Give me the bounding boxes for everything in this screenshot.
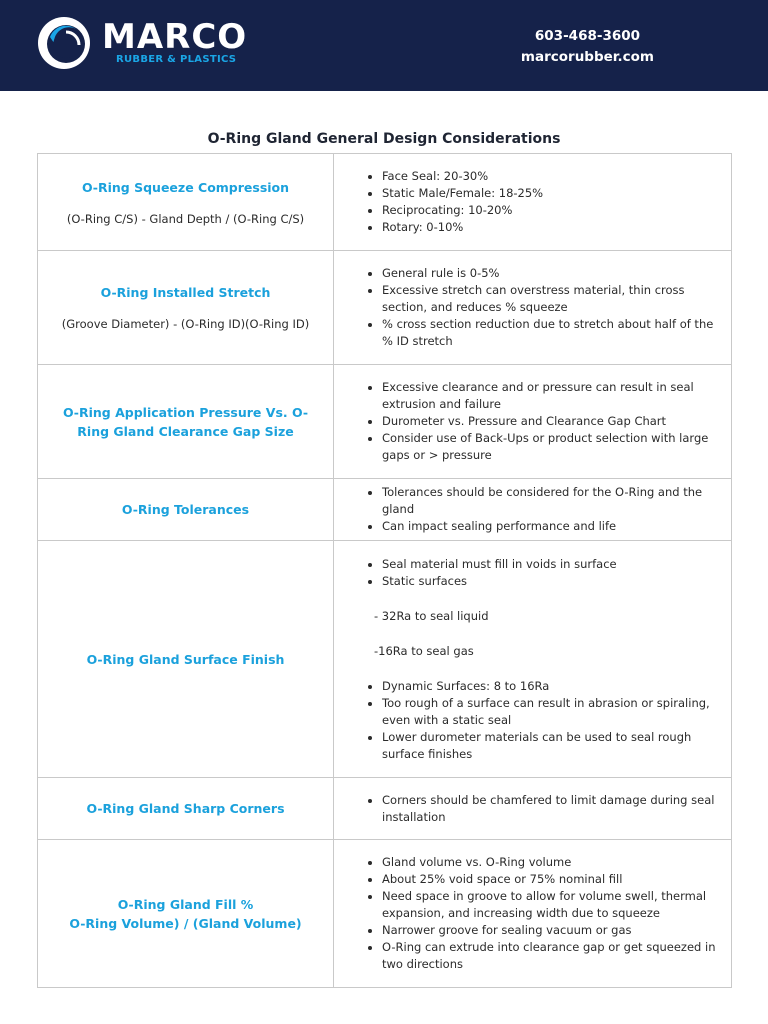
topic-label: O-Ring Tolerances: [121, 502, 250, 517]
topic-label: O-Ring Application Pressure Vs. O-Ring Gland Clearance Gap Size: [62, 404, 309, 439]
list-item: • Face Seal: 20-30%: [382, 168, 725, 185]
brand-subtitle: RUBBER & PLASTICS: [116, 54, 237, 65]
list-item: • General rule is 0-5%: [382, 265, 725, 282]
formula-text: (O-Ring C/S) - Gland Depth / (O-Ring C/S): [66, 211, 305, 226]
bullet-list: [334, 484, 725, 535]
list-item: • Static surfaces: [382, 573, 725, 590]
list-item: • Consider use of Back-Ups or product selection with large gaps or > pressure: [382, 430, 725, 464]
contact-info: [521, 26, 654, 68]
topic-cell: [38, 541, 334, 778]
topic-cell: [38, 365, 334, 479]
marco-logo: [36, 15, 276, 75]
table-row: [38, 154, 732, 251]
design-considerations-table: [37, 153, 732, 988]
table-row: [38, 840, 732, 988]
table-row: [38, 778, 732, 840]
list-item: • Too rough of a surface can result in abrasion or spiraling, even with a static seal: [382, 695, 725, 729]
ring-logo-icon: [36, 15, 92, 71]
list-item: • Static Male/Female: 18-25%: [382, 185, 725, 202]
topic-label: O-Ring Installed Stretch: [100, 285, 271, 300]
phone-number[interactable]: 603-468-3600: [534, 28, 641, 44]
details-cell: [334, 365, 732, 479]
topic-label: O-Ring Gland Fill %: [117, 896, 254, 912]
website-link[interactable]: marcorubber.com: [520, 49, 654, 65]
list-item: • O-Ring can extrude into clearance gap or get squeezed in two directions: [382, 939, 725, 973]
table-row: [38, 365, 732, 479]
bullet-list: [334, 678, 725, 763]
topic-label: O-Ring Squeeze Compression: [81, 179, 290, 195]
details-cell: [334, 840, 732, 988]
list-item: • Rotary: 0-10%: [382, 219, 725, 236]
topic-cell: [38, 479, 334, 541]
details-cell: [334, 541, 732, 778]
topic-label: O-Ring Gland Sharp Corners: [86, 801, 285, 816]
list-item: • Can impact sealing performance and life: [382, 518, 725, 535]
bullet-list: [334, 556, 725, 590]
list-item: • Narrower groove for sealing vacuum or gas: [382, 922, 725, 939]
page-header: [0, 0, 768, 91]
topic-label: O-Ring Volume) / (Gland Volume): [69, 915, 302, 931]
bullet-list: [334, 854, 725, 973]
list-item: • Lower durometer materials can be used to seal rough surface finishes: [382, 729, 725, 763]
formula-text: (Groove Diameter) - (O-Ring ID)(O-Ring ID): [61, 317, 310, 331]
details-cell: [334, 251, 732, 365]
list-item: • Excessive clearance and or pressure can result in seal extrusion and failure: [382, 379, 725, 413]
list-item: • Reciprocating: 10-20%: [382, 202, 725, 219]
list-item: • Durometer vs. Pressure and Clearance Gap Chart: [382, 413, 725, 430]
topic-cell: [38, 840, 334, 988]
list-item: • Dynamic Surfaces: 8 to 16Ra: [382, 678, 725, 695]
sub-item: -16Ra to seal gas: [374, 643, 474, 658]
topic-label: O-Ring Gland Surface Finish: [86, 651, 285, 667]
bullet-list: [334, 168, 725, 236]
list-item: • Need space in groove to allow for volume swell, thermal expansion, and increasing width due to squeeze: [382, 888, 725, 922]
sub-item: - 32Ra to seal liquid: [374, 608, 489, 623]
list-item: • Tolerances should be considered for the O-Ring and the gland: [382, 484, 725, 518]
list-item: • Corners should be chamfered to limit damage during seal installation: [382, 792, 725, 826]
bullet-list: [334, 379, 725, 464]
details-cell: [334, 154, 732, 251]
list-item: • About 25% void space or 75% nominal fill: [382, 871, 725, 888]
topic-cell: [38, 154, 334, 251]
page-title: O-Ring Gland General Design Considerations: [207, 131, 561, 147]
bullet-list: [334, 792, 725, 826]
topic-cell: [38, 251, 334, 365]
topic-cell: [38, 778, 334, 840]
table-row: [38, 479, 732, 541]
brand-name: MARCO: [102, 17, 248, 57]
bullet-list: [334, 265, 725, 350]
list-item: • Excessive stretch can overstress material, thin cross section, and reduces % squeeze: [382, 282, 725, 316]
table-row: [38, 541, 732, 778]
details-cell: [334, 778, 732, 840]
list-item: • Gland volume vs. O-Ring volume: [382, 854, 725, 871]
details-cell: [334, 479, 732, 541]
list-item: • Seal material must fill in voids in surface: [382, 556, 725, 573]
list-item: • % cross section reduction due to stretch about half of the % ID stretch: [382, 316, 725, 350]
table-row: [38, 251, 732, 365]
